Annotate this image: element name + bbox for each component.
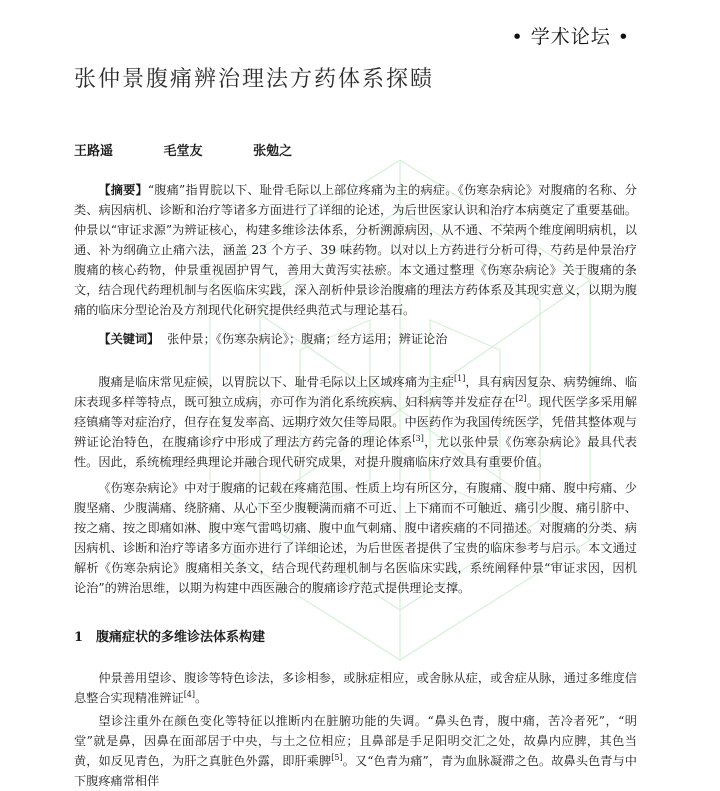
author-name: 张勉之	[253, 144, 293, 159]
author-name: 王路遥	[74, 144, 114, 159]
abstract-label: 【摘要】	[98, 183, 148, 197]
abstract-block	[74, 180, 637, 320]
section-tag: • 学术论坛 •	[511, 26, 630, 48]
body-paragraph	[74, 478, 637, 598]
citation-ref: [2]	[515, 393, 527, 403]
citation-ref: [4]	[183, 689, 196, 699]
article-title: 张仲景腹痛辨治理法方药体系探赜	[74, 67, 435, 92]
keywords-label: 【关键词】	[98, 332, 160, 346]
abstract-text: “腹痛”指胃脘以下、耻骨毛际以上部位疼痛为主的病症。《伤寒杂病论》对腹痛的名称、分类、病因病机、诊断和治疗等诸多方面进行了详细的论述，为后世医家认识和治疗本病奠定了重要基础。仲景以“审证求源”为辨证核心，构建多维诊法体系，分析溯源病因，从不通、不荣两个维度阐明病机，以通、补为纲确立止痛六法，涵盖 23 个方子、39 味药物。以对以上方药进行分析可得，芍药是仲景治疗腹痛的核心药物，仲景重视固护胃气，善用大黄泻实祛瘀。本文通过整理《伤寒杂病论》关于腹痛的条文，结合现代药理机制与名医临床实践，深入剖析仲景诊治腹痛的理法方药体系及其现实意义，以期为腹痛的临床分型论治及方剂现代化研究提供经典范式与理论基石。	[74, 183, 637, 317]
keywords-block	[74, 329, 637, 349]
text-run: 《伤寒杂病论》中对于腹痛的记载在疼痛范围、性质上均有所区分，有腹痛、腹中痛、腹中疞痛、少腹坚痛、少腹满痛、绕脐痛、从心下至少腹鞕满而痛不可近、上下痛而不可触近、痛引少腹、痛引脐中、按之痛、按之即痛如淋、腹中寒气雷鸣切痛、腹中血气刺痛、腹中诸疾痛的不同描述。对腹痛的分类、病因病机、诊断和治疗等诸多方面亦进行了详细论述，为后世医者提供了宝贵的临床参考与启示。本文通过解析《伤寒杂病论》腹痛相关条文，结合现代药理机制与名医临床实践，系统阐释仲景“审证求因，因机论治”的辨治思维，以期为构建中西医融合的腹痛诊疗范式提供理论支撑。	[74, 481, 637, 595]
text-run: 腹痛是临床常见症候，以胃脘以下、耻骨毛际以上区域疼痛为主症	[98, 375, 454, 389]
text-run: 。	[195, 691, 208, 705]
citation-ref: [3]	[412, 433, 424, 443]
text-run: ，具有病因复杂、病势缠绵、临床表现多样等特点，既可独立成病，亦可作为消化系统疾病、妇科病等并发症存在	[74, 375, 638, 409]
text-run: ，尤以张仲景《伤寒杂病论》最具代表性。因此，系统梳理经典理论并融合现代研究成果，对提升腹痛临床疗效具有重要价值。	[74, 435, 637, 469]
section-heading: 1 腹痛症状的多维诊法体系构建	[74, 630, 266, 645]
body-paragraph	[74, 668, 637, 708]
body-paragraph	[74, 372, 637, 472]
body-paragraph	[74, 711, 637, 791]
author-list	[74, 140, 314, 159]
author-name: 毛堂友	[163, 144, 203, 159]
text-run: 望诊注重外在颜色变化等特征以推断内在脏腑功能的失调。“鼻头色青，腹中痛，苦冷者死”，“明堂”就是鼻，因鼻在面部居于中央，与土之位相应；且鼻部是手足阳明交汇之处，故鼻内应脾，其色当黄，如反见青色，为肝之真脏色外露，即肝乘脾	[74, 714, 637, 768]
citation-ref: [1]	[454, 373, 466, 383]
text-run: 。又“色青为痛”，青为血脉凝滞之色。故鼻头色青与中下腹疼痛常相伴	[74, 754, 637, 788]
citation-ref: [5]	[331, 752, 343, 762]
keywords-text: 张仲景；《伤寒杂病论》；腹痛；经方运用；辨证论治	[167, 332, 448, 346]
text-run: 仲景善用望诊、腹诊等特色诊法，多诊相参，或脉症相应，或舍脉从症，或舍症从脉，通过多维度信息整合实现精准辨证	[74, 671, 637, 705]
text-run: 。现代医学多采用解痉镇痛等对症治疗，但存在复发率高、远期疗效欠佳等局限。中医药作为我国传统医学，凭借其整体观与辨证论治特色，在腹痛诊疗中形成了理法方药完备的理论体系	[74, 395, 638, 449]
